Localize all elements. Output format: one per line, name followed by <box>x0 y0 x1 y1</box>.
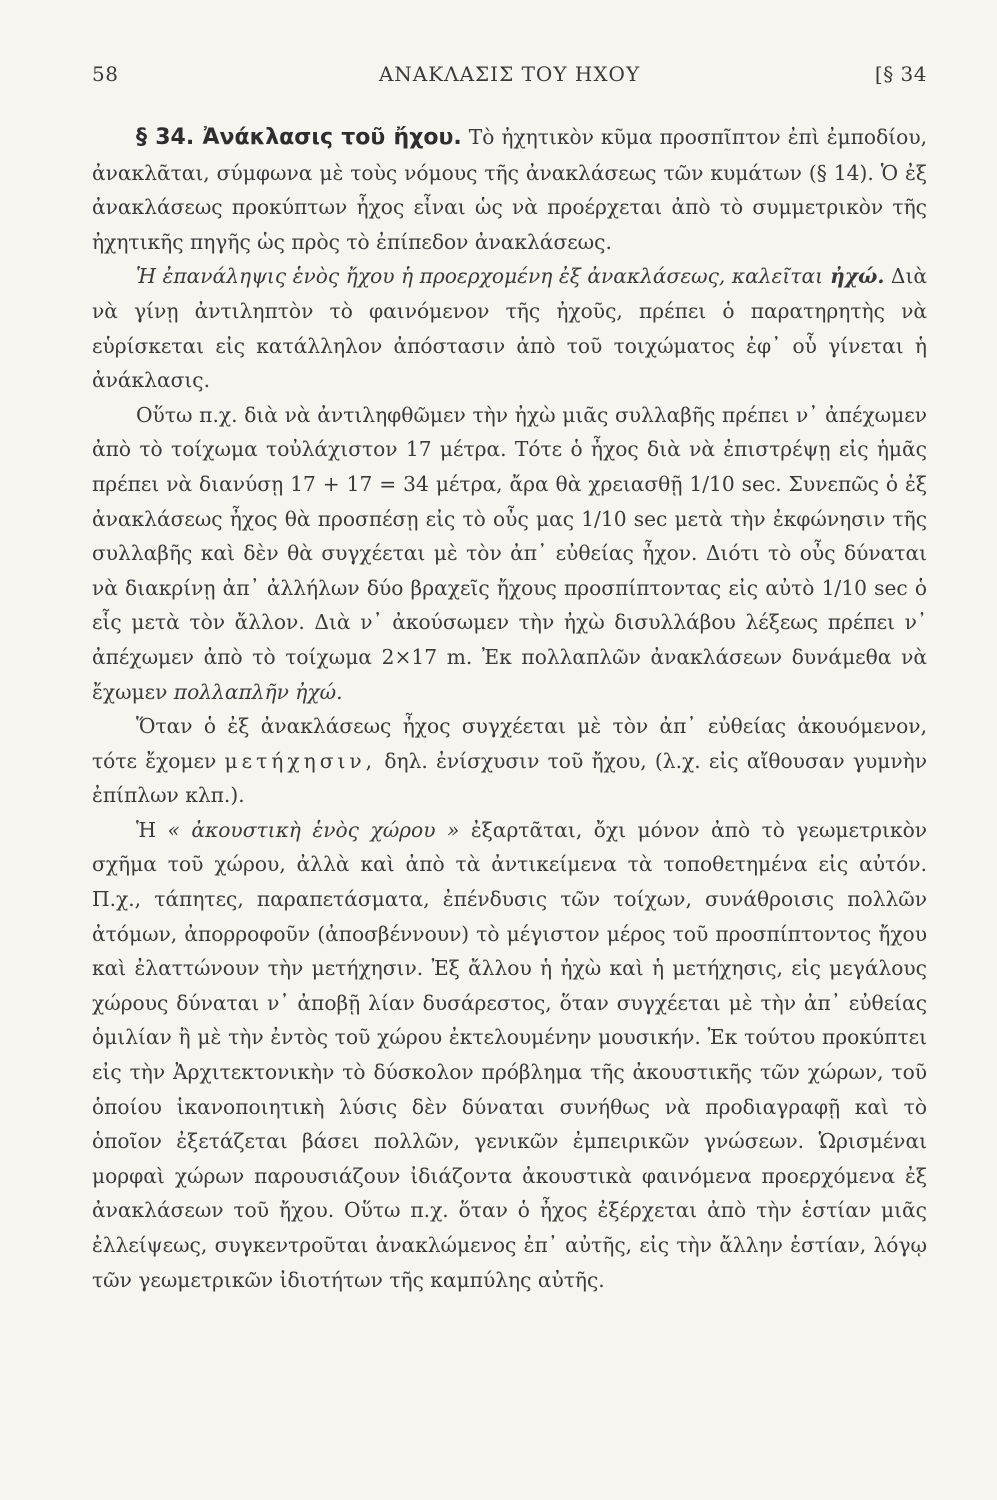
paragraph-1 <box>92 120 927 259</box>
paragraph-4 <box>92 709 927 813</box>
body-text <box>92 120 927 1297</box>
paragraph-4-text-start: Ὅταν ὁ ἐξ ἀνακλάσεως ἦχος συγχέεται μὲ τὸν ἀπ᾽ εὐθείας ἀκουόμενον, τότε ἔχομεν <box>92 714 927 773</box>
paragraph-2 <box>92 259 927 397</box>
page-number: 58 <box>92 62 119 86</box>
paragraph-5-text-start: Ἡ <box>136 817 168 842</box>
echo-term: ἠχώ. <box>823 264 885 289</box>
paragraph-5-text: ἐξαρτᾶται, ὄχι μόνον ἀπὸ τὸ γεωμετρικὸν σχῆμα τοῦ χώρου, ἀλλὰ καὶ ἀπὸ τὰ ἀντικείμενα τὰ τοποθετημένα εἰς αὐτόν. Π.χ., τάπητες, παραπετάσματα, ἐπένδυσις τῶν τοίχων, συνάθροισις πολλῶν ἀτόμων, ἀπορροφοῦν (ἀποσβέννουν) τὸ μέγιστον μέρος τοῦ προσπίπτοντος ἤχου καὶ ἐλαττώνουν τὴν μετήχησιν. Ἐξ ἄλλου ἡ ἠχὼ καὶ ἡ μετήχησις, εἰς μεγάλους χώρους δύναται ν᾽ ἀποβῇ λίαν δυσάρεστος, ὅταν συγχέεται μὲ τὴν ἀπ᾽ εὐθείας ὁμιλίαν ἢ μὲ τὴν ἐντὸς τοῦ χώρου ἐκτελουμένην μουσικήν. Ἐκ τούτου προκύπτει εἰς τὴν Ἀρχιτεκτονικὴν τὸ δύσκολον πρόβλημα τῆς ἀκουστικῆς τῶν χώρων, τοῦ ὁποίου ἱκανοποιητικὴ λύσις δὲν δύναται συνήθως νὰ προδιαγραφῇ καὶ τὸ ὁποῖον ἐξετάζεται βάσει πολλῶν, γενικῶν ἐμπειρικῶν γνώσεων. Ὡρισμέναι μορφαὶ χώρων παρουσιάζουν ἰδιάζοντα ἀκουστικὰ φαινόμενα προερχόμενα ἐξ ἀνακλάσεων τοῦ ἤχου. Οὕτω π.χ. ὅταν ὁ ἦχος ἐξέρχεται ἀπὸ τὴν ἑστίαν μιᾶς ἐλλείψεως, συγκεντροῦται ἀνακλώμενος ἐπ᾽ αὐτῆς, εἰς τὴν ἄλλην ἑστίαν, λόγῳ τῶν γεωμετρικῶν ἰδιοτήτων τῆς καμπύλης αὐτῆς. <box>92 817 927 1292</box>
section-reference: [§ 34 <box>874 62 927 86</box>
running-header <box>92 58 927 98</box>
echo-definition: Ἡ ἐπανάληψις ἑνὸς ἤχου ἡ προερχομένη ἐξ ἀνακλάσεως, καλεῖται <box>136 264 824 289</box>
section-heading: § 34. Ἀνάκλασις τοῦ ἤχου. <box>136 125 462 150</box>
paragraph-2-text: Διὰ νὰ γίνῃ ἀντιληπτὸν τὸ φαινόμενον τῆς ἠχοῦς, πρέπει ὁ παρατηρητὴς νὰ εὑρίσκεται εἰς κατάλληλον ἀπόστασιν ἀπὸ τοῦ τοιχώματος ἐφ᾽ οὗ γίνεται ἡ ἀνάκλασις. <box>92 264 928 393</box>
running-title: ΑΝΑΚΛΑΣΙΣ ΤΟΥ ΗΧΟΥ <box>378 62 641 86</box>
acoustics-term: « ἀκουστικὴ ἑνὸς χώρου » <box>167 817 460 842</box>
paragraph-1-text: Τὸ ἠχητικὸν κῦμα προσπῖπτον ἐπὶ ἐμποδίου, ἀνακλᾶται, σύμφωνα μὲ τοὺς νόμους τῆς ἀνακλάσεως τῶν κυμάτων (§ 14). Ὁ ἐξ ἀνακλάσεως προκύπτων ἦχος εἶναι ὡς νὰ προέρχεται ἀπὸ τὸ συμμετρικὸν τῆς ἠχητικῆς πηγῆς ὡς πρὸς τὸ ἐπίπεδον ἀνακλάσεως. <box>92 125 928 254</box>
reverberation-term: μετήχησιν, <box>224 748 377 773</box>
paragraph-3-text: Οὕτω π.χ. διὰ νὰ ἀντιληφθῶμεν τὴν ἠχὼ μιᾶς συλλαβῆς πρέπει ν᾽ ἀπέχωμεν ἀπὸ τὸ τοίχωμα τοὐλάχιστον 17 μέτρα. Τότε ὁ ἦχος διὰ νὰ ἐπιστρέψῃ εἰς ἡμᾶς πρέπει νὰ διανύσῃ 17 + 17 = 34 μέτρα, ἄρα θὰ χρειασθῇ 1/10 sec. Συνεπῶς ὁ ἐξ ἀνακλάσεως ἦχος θὰ προσπέσῃ εἰς τὸ οὖς μας 1/10 sec μετὰ τὴν ἐκφώνησιν τῆς συλλαβῆς καὶ δὲν θὰ συγχέεται μὲ τὸν ἀπ᾽ εὐθείας ἦχον. Διότι τὸ οὖς δύναται νὰ διακρίνῃ ἀπ᾽ ἀλλήλων δύο βραχεῖς ἤχους προσπίπτοντας εἰς αὐτὸ 1/10 sec ὁ εἷς μετὰ τὸν ἄλλον. Διὰ ν᾽ ἀκούσωμεν τὴν ἠχὼ δισυλλάβου λέξεως πρέπει ν᾽ ἀπέχωμεν ἀπὸ τὸ τοίχωμα 2×17 m. Ἐκ πολλαπλῶν ἀνακλάσεων δυνάμεθα νὰ ἔχωμεν <box>92 402 927 704</box>
paragraph-3 <box>92 398 927 709</box>
multiple-echo-term: πολλαπλῆν ἠχώ. <box>167 679 343 704</box>
paragraph-4-text-end: δηλ. ἐνίσχυσιν τοῦ ἤχου, (λ.χ. εἰς αἴθουσαν γυμνὴν ἐπίπλων κλπ.). <box>92 748 927 808</box>
paragraph-5 <box>92 813 927 1297</box>
book-page <box>92 58 927 1478</box>
